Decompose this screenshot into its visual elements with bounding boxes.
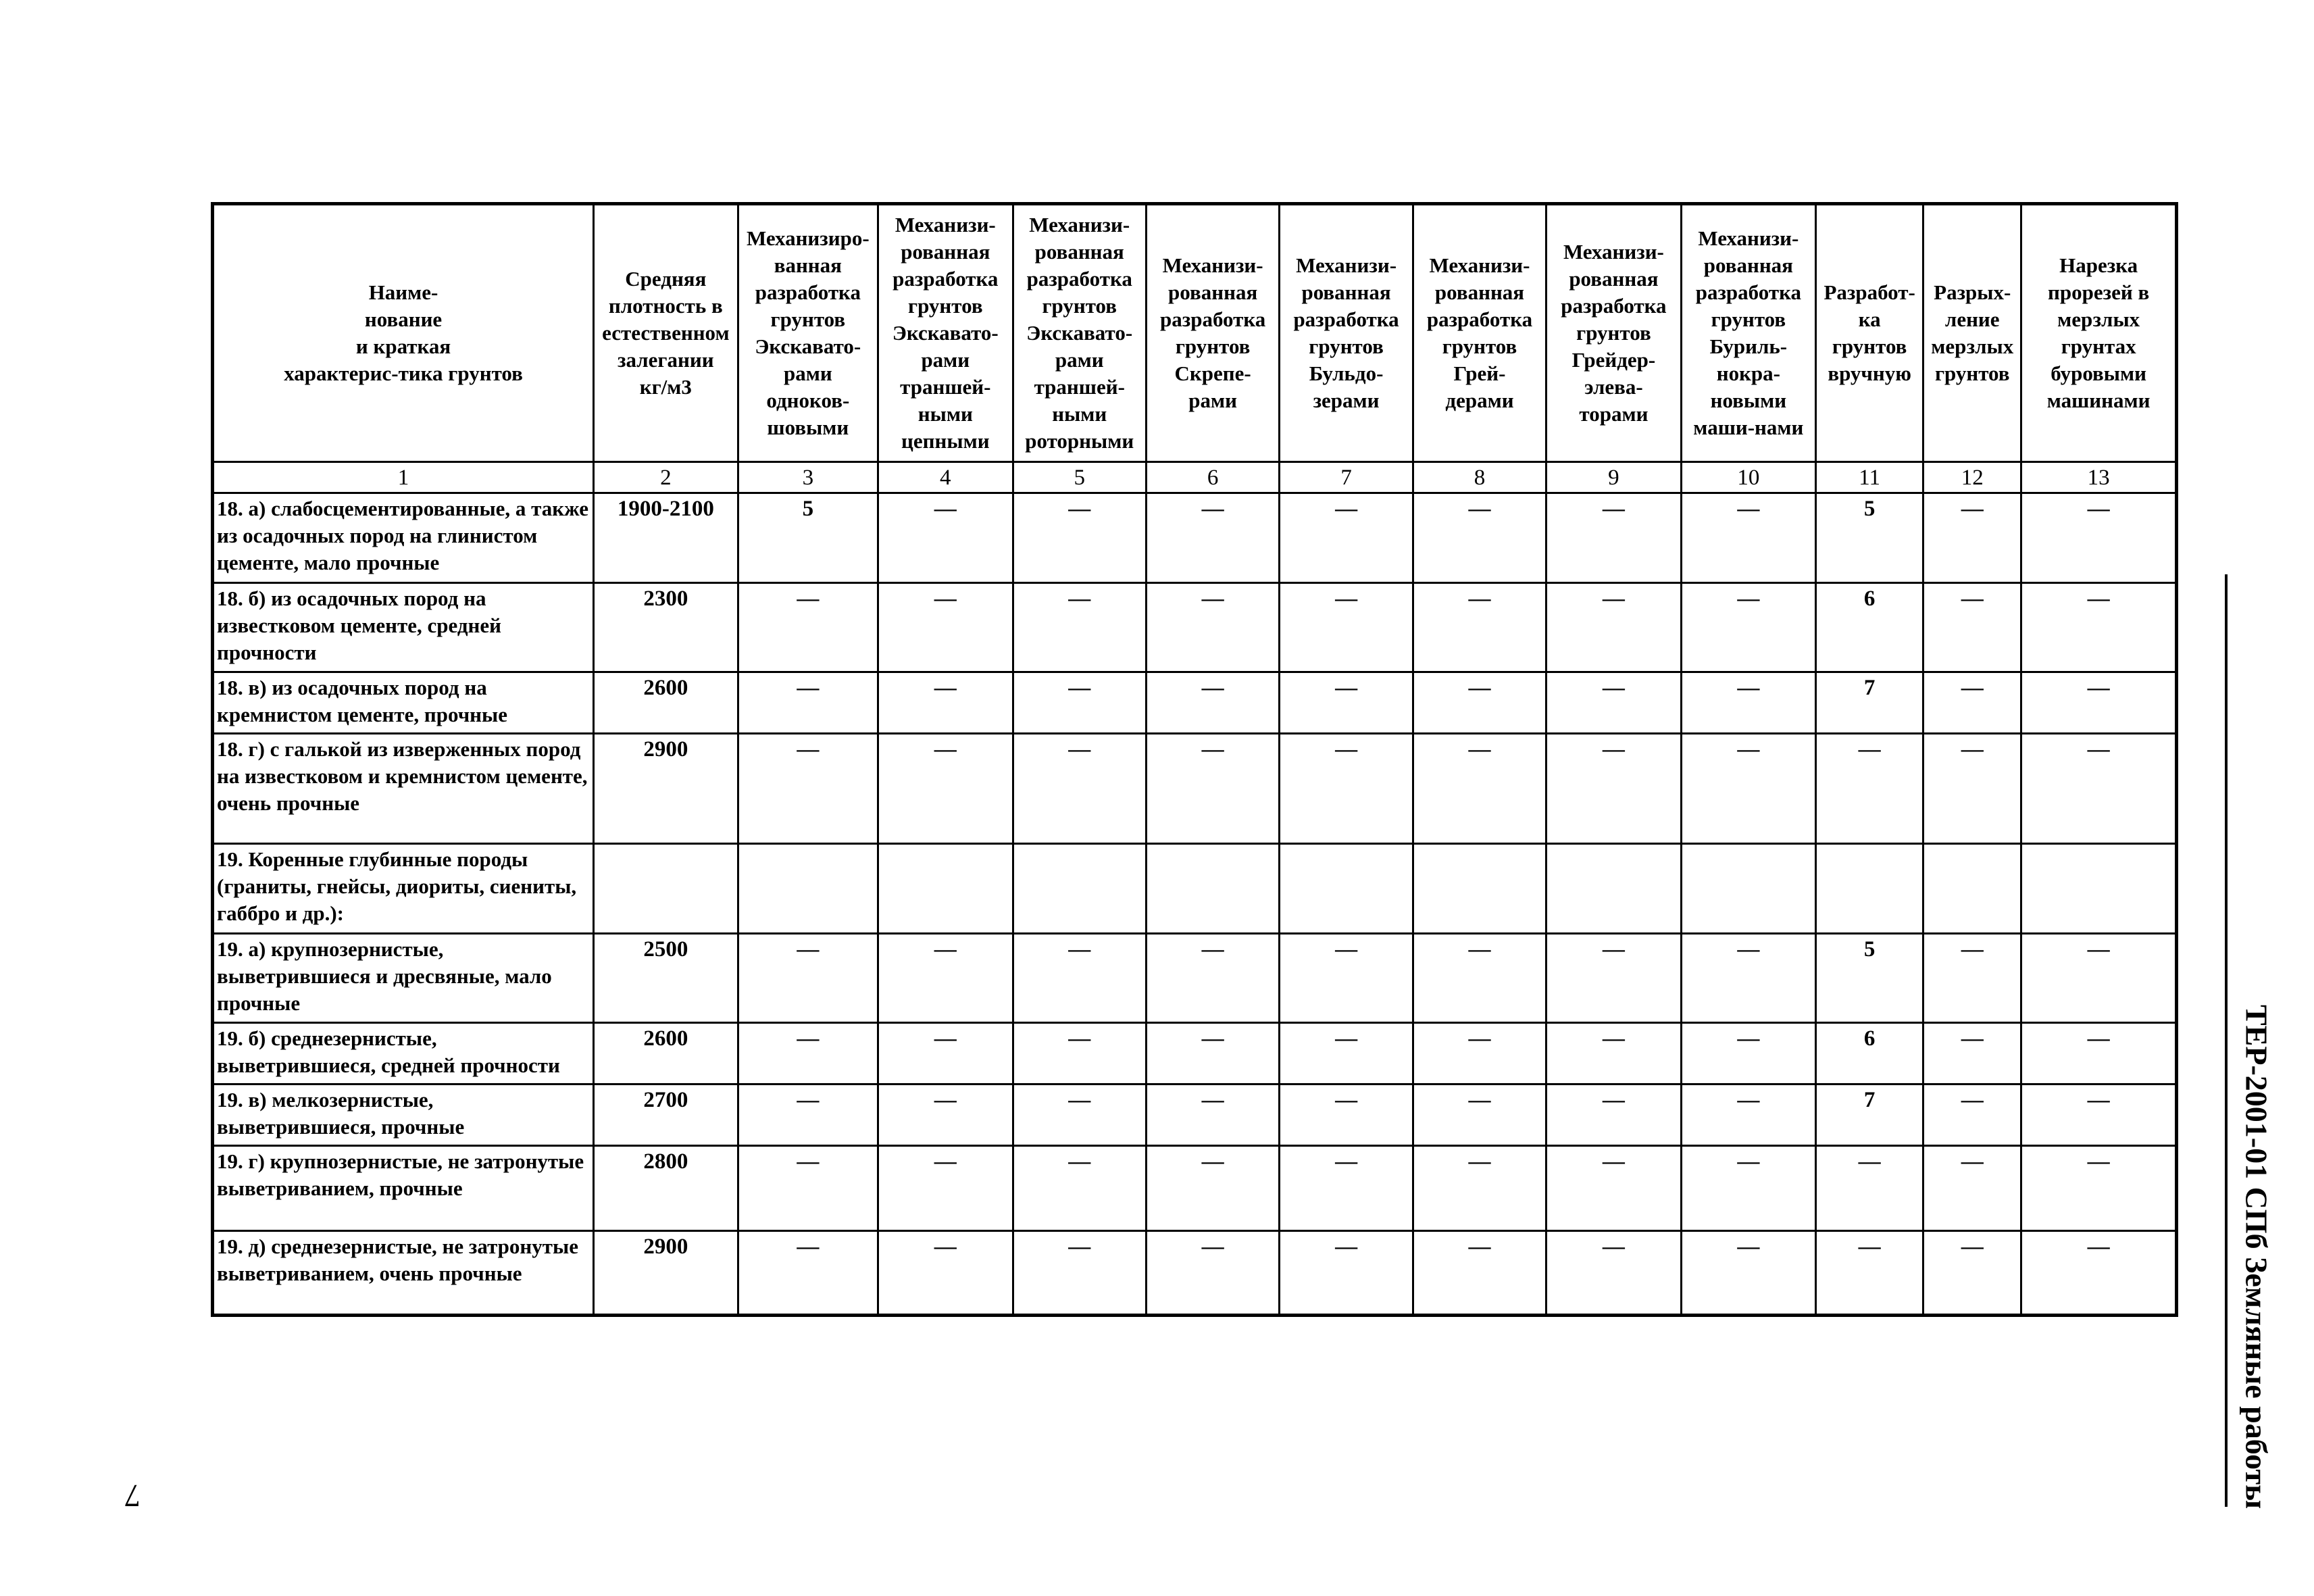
density-cell: 2900	[594, 734, 738, 844]
category-cell: 7	[1816, 672, 1923, 734]
category-cell: —	[738, 933, 878, 1023]
category-cell	[1923, 844, 2021, 934]
category-cell: —	[1681, 493, 1815, 583]
category-cell: —	[1923, 1230, 2021, 1315]
category-cell: —	[1413, 493, 1546, 583]
soil-classification-table	[211, 202, 2178, 1317]
column-header-10	[1681, 204, 1815, 462]
category-cell: —	[1546, 1023, 1681, 1084]
category-cell: —	[738, 1146, 878, 1230]
column-header-label: Механизи- рованная разработка грунтов Грейдер- элева- торами	[1561, 240, 1667, 426]
category-cell: —	[1681, 1023, 1815, 1084]
table-row	[213, 493, 2177, 583]
category-cell: —	[878, 493, 1013, 583]
column-header-label: Механизиро- ванная разработка грунтов Экскавато- рами одноков- шовыми	[746, 226, 870, 439]
category-cell: —	[2021, 1023, 2177, 1084]
column-header-label: Механизи- рованная разработка грунтов Экскавато- рами траншей- ными роторными	[1025, 213, 1134, 453]
category-cell: —	[878, 933, 1013, 1023]
density-cell: 2700	[594, 1084, 738, 1146]
category-cell: —	[1146, 493, 1279, 583]
category-cell	[2021, 844, 2177, 934]
column-number: 1	[213, 462, 594, 493]
category-cell: —	[1280, 933, 1413, 1023]
category-cell	[1546, 844, 1681, 934]
category-cell: —	[1013, 1146, 1146, 1230]
table-body	[213, 493, 2177, 1316]
category-cell: —	[1146, 672, 1279, 734]
category-cell: —	[1681, 933, 1815, 1023]
soil-name-cell: 18. в) из осадочных пород на кремнистом цементе, прочные	[213, 672, 594, 734]
category-cell: —	[1280, 672, 1413, 734]
category-cell	[738, 844, 878, 934]
category-cell: —	[1413, 734, 1546, 844]
column-header-11	[1816, 204, 1923, 462]
soil-name-cell: 19. д) среднезернистые, не затронутые выветриванием, очень прочные	[213, 1230, 594, 1315]
category-cell: 5	[1816, 933, 1923, 1023]
column-header-7	[1280, 204, 1413, 462]
category-cell	[1280, 844, 1413, 934]
category-cell: —	[738, 1084, 878, 1146]
column-header-13	[2021, 204, 2177, 462]
category-cell: —	[2021, 672, 2177, 734]
soil-name-cell: 19. г) крупнозернистые, не затронутые выветриванием, прочные	[213, 1146, 594, 1230]
category-cell: —	[738, 672, 878, 734]
soil-name-cell: 19. в) мелкозернистые, выветрившиеся, прочные	[213, 1084, 594, 1146]
category-cell: —	[1013, 933, 1146, 1023]
table-row	[213, 734, 2177, 844]
soil-name-cell: 18. б) из осадочных пород на известковом цементе, средней прочности	[213, 582, 594, 672]
category-cell: —	[1546, 1146, 1681, 1230]
soil-name-cell: 19. Коренные глубинные породы (граниты, гнейсы, диориты, сиениты, габбро и др.):	[213, 844, 594, 934]
category-cell: —	[1146, 1146, 1279, 1230]
category-cell: 6	[1816, 582, 1923, 672]
density-cell	[594, 844, 738, 934]
soil-name-cell: 19. б) среднезернистые, выветрившиеся, средней прочности	[213, 1023, 594, 1084]
category-cell	[878, 844, 1013, 934]
category-cell: —	[1413, 582, 1546, 672]
category-cell: —	[1681, 672, 1815, 734]
category-cell: —	[878, 734, 1013, 844]
category-cell: —	[2021, 493, 2177, 583]
column-header-label: Механизи- рованная разработка грунтов Бульдо- зерами	[1293, 253, 1399, 412]
category-cell: —	[1146, 582, 1279, 672]
category-cell: —	[738, 734, 878, 844]
category-cell: —	[1013, 1230, 1146, 1315]
category-cell: —	[1413, 1023, 1546, 1084]
category-cell: —	[1413, 672, 1546, 734]
category-cell: —	[1280, 1230, 1413, 1315]
table-row	[213, 1084, 2177, 1146]
column-header-12	[1923, 204, 2021, 462]
column-number: 6	[1146, 462, 1279, 493]
column-header-5	[1013, 204, 1146, 462]
category-cell: —	[1013, 1084, 1146, 1146]
category-cell	[1013, 844, 1146, 934]
category-cell: —	[1546, 582, 1681, 672]
category-cell: —	[1413, 1230, 1546, 1315]
column-number: 12	[1923, 462, 2021, 493]
column-header-label: Механизи- рованная разработка грунтов Буриль- нокра- новыми маши-нами	[1693, 226, 1804, 439]
category-cell: —	[1280, 1084, 1413, 1146]
column-number: 11	[1816, 462, 1923, 493]
density-cell: 2500	[594, 933, 738, 1023]
column-header-4	[878, 204, 1013, 462]
category-cell: —	[1546, 1230, 1681, 1315]
category-cell: —	[1013, 672, 1146, 734]
category-cell: —	[878, 1023, 1013, 1084]
column-number: 10	[1681, 462, 1815, 493]
category-cell: —	[1280, 734, 1413, 844]
category-cell: —	[738, 1023, 878, 1084]
density-cell: 2300	[594, 582, 738, 672]
column-number: 4	[878, 462, 1013, 493]
soil-name-cell: 18. г) с галькой из изверженных пород на известковом и кремнистом цементе, очень прочные	[213, 734, 594, 844]
category-cell: —	[1681, 1146, 1815, 1230]
category-cell: —	[1923, 734, 2021, 844]
header-row	[213, 204, 2177, 462]
category-cell: —	[878, 1146, 1013, 1230]
column-header-8	[1413, 204, 1546, 462]
column-header-9	[1546, 204, 1681, 462]
soil-name-cell: 19. а) крупнозернистые, выветрившиеся и дресвяные, мало прочные	[213, 933, 594, 1023]
column-header-2	[594, 204, 738, 462]
density-cell: 1900-2100	[594, 493, 738, 583]
category-cell: —	[1280, 1146, 1413, 1230]
category-cell	[1816, 844, 1923, 934]
column-header-label: Механизи- рованная разработка грунтов Скрепе- рами	[1160, 253, 1266, 412]
category-cell: —	[1146, 1230, 1279, 1315]
table-row	[213, 1146, 2177, 1230]
category-cell	[1146, 844, 1279, 934]
table-row	[213, 1023, 2177, 1084]
density-cell: 2600	[594, 672, 738, 734]
category-cell: —	[1413, 933, 1546, 1023]
category-cell: 6	[1816, 1023, 1923, 1084]
category-cell: —	[1923, 1023, 2021, 1084]
table-row	[213, 672, 2177, 734]
column-header-6	[1146, 204, 1279, 462]
column-header-label: Разрых- ление мерзлых грунтов	[1931, 280, 2014, 385]
side-rule	[2225, 574, 2228, 1507]
table-row	[213, 1230, 2177, 1315]
category-cell: —	[1413, 1084, 1546, 1146]
category-cell: —	[1013, 582, 1146, 672]
column-number: 2	[594, 462, 738, 493]
page-number: 7	[124, 1477, 141, 1514]
soil-name-cell: 18. а) слабосцементированные, а также из осадочных пород на глинистом цементе, мало прочные	[213, 493, 594, 583]
column-header-label: Нарезка прорезей в мерзлых грунтах буровыми машинами	[2046, 253, 2150, 412]
category-cell: —	[1546, 672, 1681, 734]
category-cell: —	[2021, 1230, 2177, 1315]
column-header-label: Механизи- рованная разработка грунтов Грей- дерами	[1426, 253, 1533, 412]
column-header-label: Средняя плотность в естественном залегании кг/м3	[602, 267, 730, 399]
category-cell: —	[1280, 582, 1413, 672]
category-cell: —	[2021, 1084, 2177, 1146]
category-cell: —	[1923, 1146, 2021, 1230]
category-cell: —	[878, 672, 1013, 734]
category-cell: —	[1681, 734, 1815, 844]
category-cell: —	[1546, 1084, 1681, 1146]
column-header-3	[738, 204, 878, 462]
category-cell: —	[1146, 734, 1279, 844]
category-cell: —	[1681, 582, 1815, 672]
category-cell: —	[1681, 1230, 1815, 1315]
density-cell: 2600	[594, 1023, 738, 1084]
category-cell: 7	[1816, 1084, 1923, 1146]
category-cell: —	[1546, 493, 1681, 583]
category-cell: —	[2021, 734, 2177, 844]
category-cell: —	[1923, 933, 2021, 1023]
category-cell: —	[1681, 1084, 1815, 1146]
category-cell: 5	[1816, 493, 1923, 583]
category-cell: —	[1923, 1084, 2021, 1146]
category-cell: —	[1816, 1146, 1923, 1230]
category-cell: —	[1816, 1230, 1923, 1315]
category-cell: —	[738, 582, 878, 672]
category-cell: —	[878, 1084, 1013, 1146]
column-number: 8	[1413, 462, 1546, 493]
table-row	[213, 844, 2177, 934]
column-header-label: Механизи- рованная разработка грунтов Экскавато- рами траншей- ными цепными	[892, 213, 999, 453]
column-number: 7	[1280, 462, 1413, 493]
category-cell: —	[1013, 734, 1146, 844]
category-cell: —	[1546, 734, 1681, 844]
category-cell: —	[2021, 933, 2177, 1023]
category-cell: —	[2021, 582, 2177, 672]
category-cell: —	[2021, 1146, 2177, 1230]
category-cell: —	[738, 1230, 878, 1315]
category-cell	[1681, 844, 1815, 934]
category-cell: —	[1816, 734, 1923, 844]
category-cell: —	[878, 582, 1013, 672]
column-header-label: Наиме- нование и краткая характерис-тика грунтов	[284, 280, 523, 385]
column-header-label: Разработ- ка грунтов вручную	[1823, 280, 1915, 385]
category-cell: —	[1146, 1023, 1279, 1084]
document-side-title: ТЕР-2001-01 СПб Земляные работы	[2239, 1004, 2274, 1510]
category-cell: —	[1923, 672, 2021, 734]
category-cell: —	[878, 1230, 1013, 1315]
column-number: 5	[1013, 462, 1146, 493]
table-row	[213, 933, 2177, 1023]
column-number: 9	[1546, 462, 1681, 493]
column-number: 13	[2021, 462, 2177, 493]
column-number-row	[213, 462, 2177, 493]
category-cell: —	[1146, 933, 1279, 1023]
category-cell: —	[1413, 1146, 1546, 1230]
category-cell: —	[1923, 493, 2021, 583]
column-header-1	[213, 204, 594, 462]
table-row	[213, 582, 2177, 672]
category-cell	[1413, 844, 1546, 934]
category-cell: —	[1013, 1023, 1146, 1084]
category-cell: —	[1146, 1084, 1279, 1146]
density-cell: 2900	[594, 1230, 738, 1315]
category-cell: 5	[738, 493, 878, 583]
category-cell: —	[1923, 582, 2021, 672]
category-cell: —	[1280, 493, 1413, 583]
category-cell: —	[1546, 933, 1681, 1023]
column-number: 3	[738, 462, 878, 493]
density-cell: 2800	[594, 1146, 738, 1230]
category-cell: —	[1013, 493, 1146, 583]
category-cell: —	[1280, 1023, 1413, 1084]
